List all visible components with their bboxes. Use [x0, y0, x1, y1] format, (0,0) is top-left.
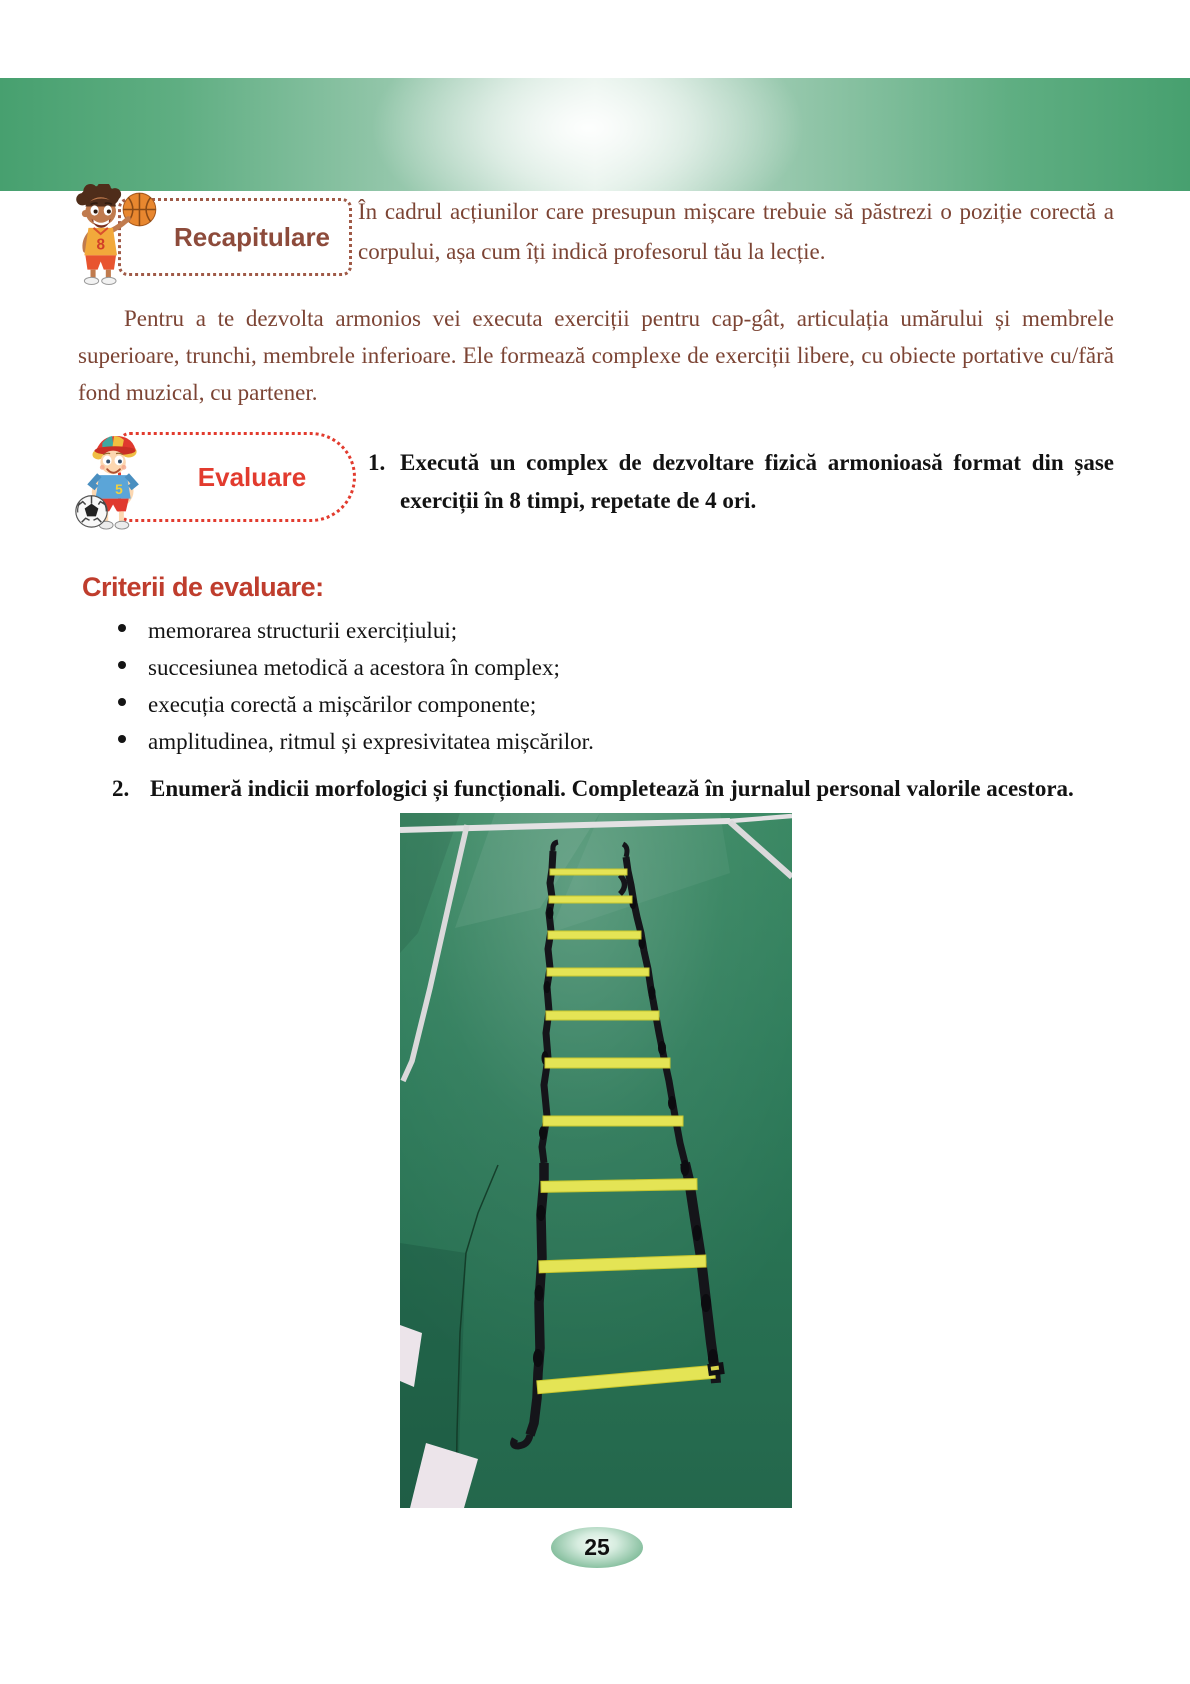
bullet-icon	[118, 624, 126, 632]
bullet-icon	[118, 735, 126, 743]
recapitulare-label: Recapitulare	[173, 221, 331, 252]
criteria-item: succesiunea metodică a acestora în complex;	[118, 649, 1038, 686]
intro-paragraph: Pentru a te dezvolta armonios vei executa exerciții pentru cap-gât, articulația umărului și membrele superioare, trunchi, membrele inferioare. Ele formează complexe de exerciții libere, cu obiecte portative cu/fără fond muzical, cu partener.	[78, 306, 1114, 405]
jersey-number: 8	[96, 236, 105, 254]
page-number: 25	[584, 1534, 610, 1560]
evaluare-character	[66, 434, 168, 532]
bullet-icon	[118, 698, 126, 706]
task-1-text: Execută un complex de dezvoltare fizică armonioasă format din șase exerciții în 8 timpi, repetate de 4 ori.	[400, 450, 1114, 513]
task-2-number: 2.	[112, 776, 130, 801]
task-1	[368, 444, 1114, 520]
recapitulare-text: În cadrul acțiunilor care presupun mișcare trebuie să păstrezi o poziție corectă a corpului, așa cum îți indică profesorul tău la lecție.	[358, 199, 1114, 264]
criteria-item: amplitudinea, ritmul și expresivitatea mișcărilor.	[118, 723, 1038, 760]
shirt-number: 5	[115, 481, 123, 497]
bullet-icon	[118, 661, 126, 669]
task-2-text: Enumeră indicii morfologici și funcționali. Completează în jurnalul personal valorile acestora.	[150, 776, 1074, 801]
criteria-heading: Criterii de evaluare:	[82, 572, 324, 602]
recap-boy-figure	[76, 184, 128, 284]
agility-ladder-photo	[400, 813, 792, 1508]
criteria-item: memorarea structurii exercițiului;	[118, 612, 1038, 649]
soccer-ball-icon	[76, 496, 107, 527]
recapitulare-character	[66, 184, 166, 286]
evaluare-label: Evaluare	[197, 461, 307, 492]
task-2	[112, 772, 1116, 806]
header-band	[0, 78, 1190, 191]
criteria-item: execuția corectă a mișcărilor componente;	[118, 686, 1038, 723]
task-1-number: 1.	[368, 450, 386, 475]
criteria-list	[118, 612, 1038, 760]
page-number-badge	[551, 1527, 643, 1568]
